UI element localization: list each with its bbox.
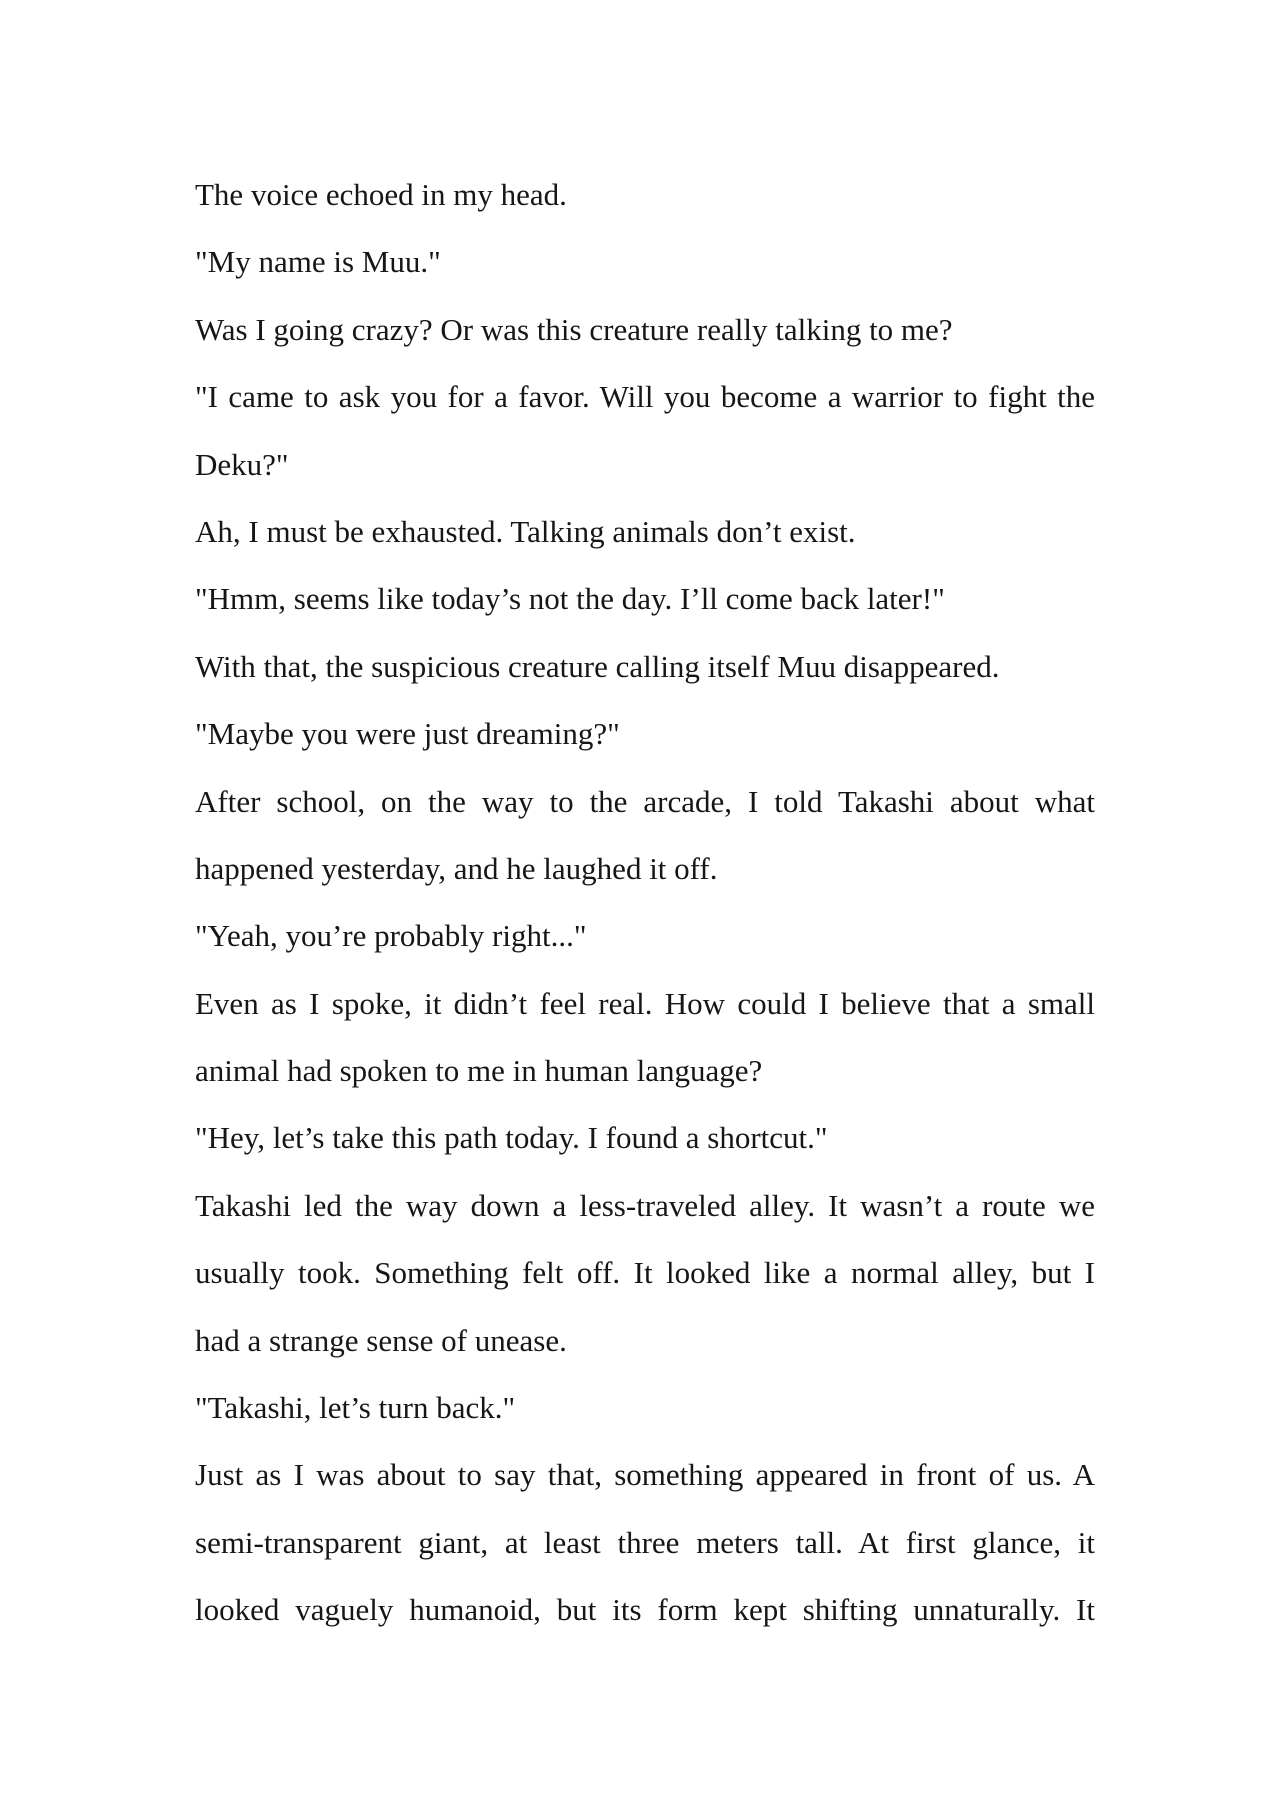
text-line: had a strange sense of unease. [195, 1322, 567, 1358]
text-line: Even as I spoke, it didn’t feel real. How could I believe that a small [195, 985, 1095, 1021]
text-line: Was I going crazy? Or was this creature really talking to me? [195, 311, 953, 347]
text-line: "Takashi, let’s turn back." [195, 1390, 516, 1426]
text-line: "Hey, let’s take this path today. I found a shortcut." [195, 1120, 828, 1156]
text-line: The voice echoed in my head. [195, 177, 567, 212]
text-line: "Maybe you were just dreaming?" [195, 716, 620, 752]
body-text [195, 161, 1095, 1644]
text-line: semi-transparent giant, at least three meters tall. At first glance, it [195, 1524, 1095, 1560]
text-line: usually took. Something felt off. It looked like a normal alley, but I [195, 1255, 1095, 1291]
text-line: Ah, I must be exhausted. Talking animals don’t exist. [195, 513, 856, 549]
text-line: Just as I was about to say that, something appeared in front of us. A [195, 1457, 1095, 1493]
text-line: "Yeah, you’re probably right..." [195, 918, 587, 954]
text-line: happened yesterday, and he laughed it off. [195, 850, 718, 886]
text-line: "My name is Muu." [195, 244, 441, 280]
text-line: With that, the suspicious creature calling itself Muu disappeared. [195, 648, 1000, 684]
text-line: looked vaguely humanoid, but its form kept shifting unnaturally. It [195, 1592, 1095, 1628]
text-line: Deku?" [195, 446, 289, 482]
text-line: Takashi led the way down a less-traveled alley. It wasn’t a route we [195, 1187, 1095, 1223]
text-line: "I came to ask you for a favor. Will you become a warrior to fight the [195, 379, 1095, 415]
text-line: animal had spoken to me in human language? [195, 1053, 763, 1089]
text-line: "Hmm, seems like today’s not the day. I’ll come back later!" [195, 581, 945, 617]
text-line: After school, on the way to the arcade, I told Takashi about what [195, 783, 1095, 819]
